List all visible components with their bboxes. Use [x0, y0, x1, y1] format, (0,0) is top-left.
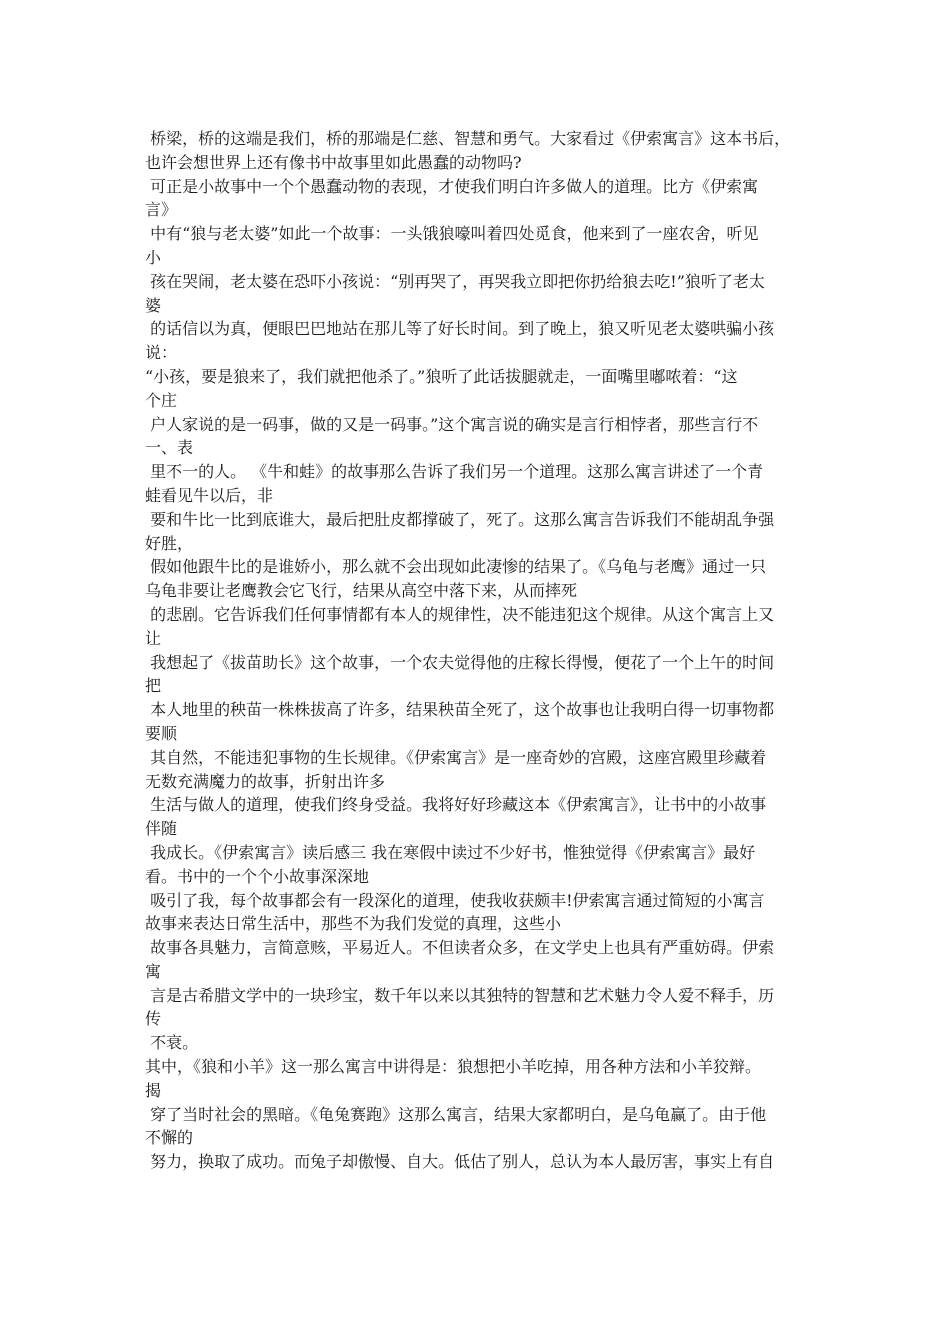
text-line: 生活与做人的道理，使我们终身受益。我将好好珍藏这本《伊索寓言》，让书中的小故事 [145, 795, 767, 815]
text-line: 看。书中的一个个小故事深深地 [145, 866, 370, 886]
text-line: 婆 [145, 295, 162, 315]
text-line: 的悲剧。它告诉我们任何事情都有本人的规律性，决不能违犯这个规律。从这个寓言上又 [145, 604, 775, 624]
text-line: 故事各具魅力，言简意赅，平易近人。不但读者众多，在文学史上也具有严重妨碍。伊索 [145, 938, 775, 958]
text-line: 要和牛比一比到底谁大，最后把肚皮都撑破了，死了。这那么寓言告诉我们不能胡乱争强 [145, 509, 775, 529]
text-line: 我成长。《伊索寓言》读后感三 我在寒假中读过不少好书，惟独觉得《伊索寓言》最好 [145, 842, 756, 862]
text-line: 让 [145, 628, 162, 648]
text-line: 传 [145, 1009, 162, 1029]
text-line: 可正是小故事中一个个愚蠢动物的表现，才使我们明白许多做人的道理。比方《伊索寓 [145, 176, 759, 196]
text-line: 桥梁，桥的这端是我们，桥的那端是仁慈、智慧和勇气。大家看过《伊索寓言》这本书后， [145, 129, 791, 148]
text-line: 其自然，不能违犯事物的生长规律。《伊索寓言》是一座奇妙的宫殿，这座宫殿里珍藏着 [145, 747, 767, 767]
text-line: 不懈的 [145, 1128, 194, 1148]
text-line: 中有“狼与老太婆”如此一个故事：一头饿狼嚎叫着四处觅食，他来到了一座农舍，听见 [145, 224, 759, 244]
text-line: 无数充满魔力的故事，折射出许多 [145, 771, 386, 791]
text-line: 假如他跟牛比的是谁娇小，那么就不会出现如此凄惨的结果了。《乌龟与老鹰》通过一只 [145, 557, 767, 577]
text-line: 孩在哭闹，老太婆在恐吓小孩说：“别再哭了，再哭我立即把你扔给狼去吃!”狼听了老太 [145, 271, 765, 291]
text-line: 也许会想世界上还有像书中故事里如此愚蠢的动物吗? [145, 152, 522, 172]
text-line: 故事来表达日常生活中，那些不为我们发觉的真理，这些小 [145, 914, 562, 934]
text-line: 的话信以为真，便眼巴巴地站在那儿等了好长时间。到了晚上，狼又听见老太婆哄骗小孩 [145, 319, 775, 339]
text-line: 寓 [145, 961, 162, 981]
text-line: 其中，《狼和小羊》这一那么寓言中讲得是：狼想把小羊吃掉，用各种方法和小羊狡辩。 [145, 1057, 762, 1077]
text-line: 言》 [145, 200, 178, 220]
text-line: 说： [145, 343, 178, 363]
text-line: 把 [145, 676, 162, 696]
text-line: 努力，换取了成功。而兔子却傲慢、自大。低估了别人，总认为本人最厉害，事实上有自 [145, 1152, 775, 1172]
document-body-text [145, 127, 825, 1174]
text-line: 好胜， [145, 533, 194, 553]
text-line: 言是古希腊文学中的一块珍宝，数千年以来以其独特的智慧和艺术魅力令人爱不释手，历 [145, 985, 775, 1005]
text-line: 本人地里的秧苗一株株拔高了许多，结果秧苗全死了，这个故事也让我明白得一切事物都 [145, 700, 775, 720]
text-line: 穿了当时社会的黑暗。《龟兔赛跑》这那么寓言，结果大家都明白，是乌龟赢了。由于他 [145, 1104, 767, 1124]
text-line: 户人家说的是一码事，做的又是一码事。”这个寓言说的确实是言行相悖者，那些言行不 [145, 414, 759, 434]
text-line: 伴随 [145, 819, 178, 839]
text-line: 要顺 [145, 723, 178, 743]
text-line: 不衰。 [145, 1033, 199, 1053]
text-line: 我想起了《拔苗助长》这个故事，一个农夫觉得他的庄稼长得慢，便花了一个上午的时间 [145, 652, 775, 672]
text-line: 里不一的人。 《牛和蛙》的故事那么告诉了我们另一个道理。这那么寓言讲述了一个青 [145, 462, 764, 482]
text-line: 乌龟非要让老鹰教会它飞行，结果从高空中落下来，从而摔死 [145, 581, 578, 601]
text-line: 小 [145, 247, 162, 267]
text-line: 一、表 [145, 438, 194, 458]
text-line: 揭 [145, 1080, 162, 1100]
text-line: 蛙看见牛以后，非 [145, 485, 274, 505]
text-line: 吸引了我，每个故事都会有一段深化的道理，使我收获颇丰!伊索寓言通过简短的小寓言 [145, 890, 765, 910]
text-line: 个庄 [145, 390, 178, 410]
text-line: “小孩，要是狼来了，我们就把他杀了。”狼听了此话拔腿就走，一面嘴里嘟哝着：“这 [145, 366, 738, 386]
